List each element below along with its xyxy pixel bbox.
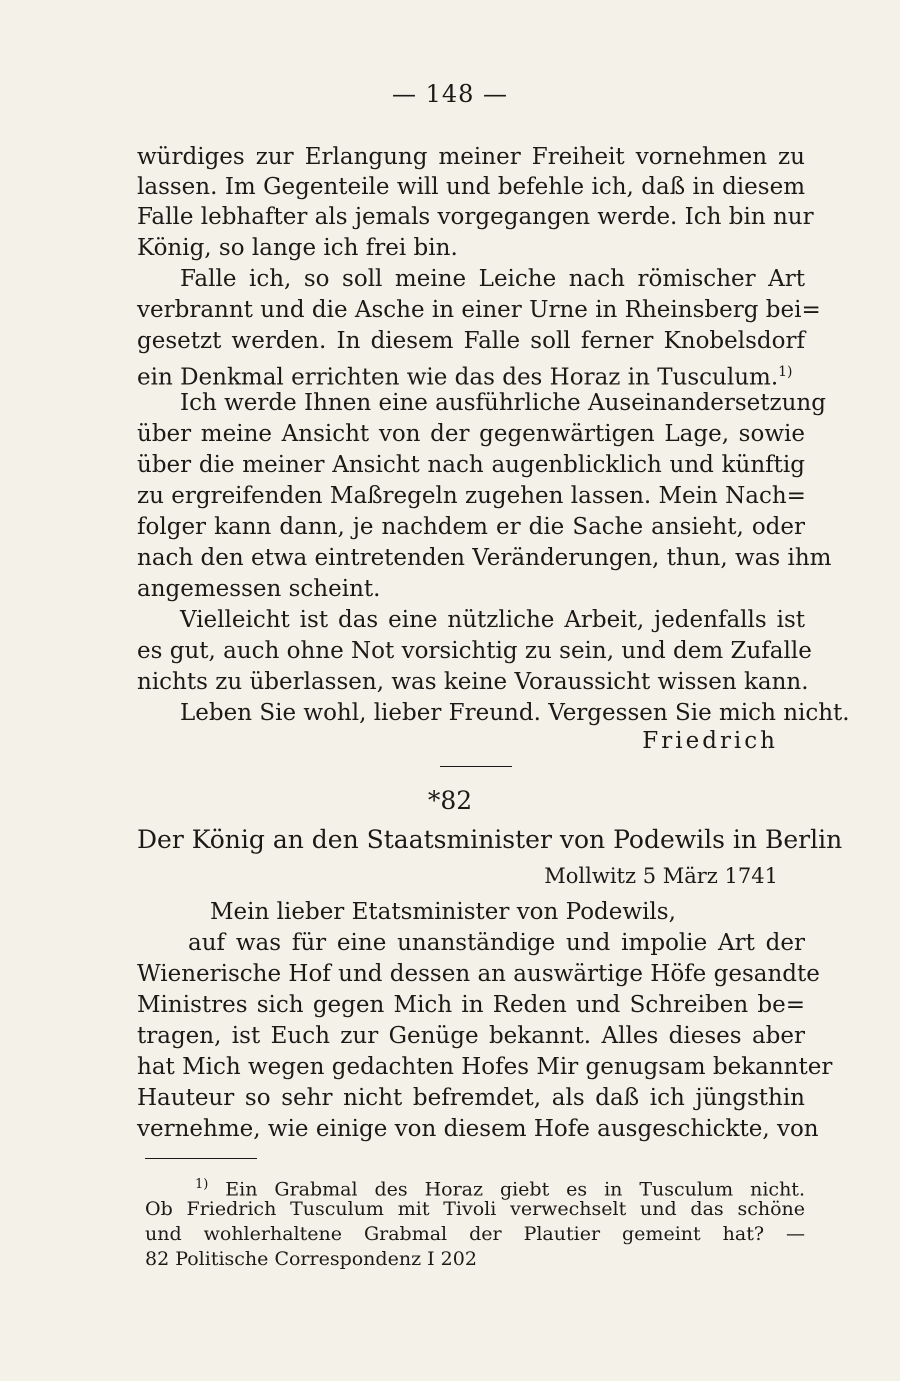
text-line: Ich werde Ihnen eine ausführliche Auseinandersetzung [180, 390, 826, 416]
text-line: auf was für eine unanständige und impolie Art der [188, 930, 805, 956]
text-line-content: ein Denkmal errichten wie das des Horaz in Tusculum. [137, 364, 779, 391]
text-line: zu ergreifenden Maßregeln zugehen lassen. Mein Nach= [137, 483, 806, 509]
signature: Friedrich [642, 728, 778, 754]
text-line: nach den etwa eintretenden Veränderungen, thun, was ihm [137, 545, 832, 571]
letter-heading: Der König an den Staatsminister von Podewils in Berlin [137, 825, 843, 854]
letter-number: *82 [427, 786, 473, 815]
text-line: würdiges zur Erlangung meiner Freiheit vornehmen zu [137, 144, 805, 170]
text-line: folger kann dann, je nachdem er die Sache ansieht, oder [137, 514, 805, 540]
text-line: vernehme, wie einige von diesem Hofe ausgeschickte, von [137, 1116, 819, 1142]
text-line: es gut, auch ohne Not vorsichtig zu sein, und dem Zufalle [137, 638, 812, 664]
section-divider [440, 766, 512, 767]
text-line: nichts zu überlassen, was keine Voraussicht wissen kann. [137, 669, 809, 695]
text-line: Wienerische Hof und dessen an auswärtige Höfe gesandte [137, 961, 820, 987]
footnote-text: Ein Grabmal des Horaz giebt es in Tusculum nicht. [225, 1178, 805, 1201]
text-line: gesetzt werden. In diesem Falle soll ferner Knobelsdorf [137, 328, 805, 354]
text-line: Hauteur so sehr nicht befremdet, als daß ich jüngsthin [137, 1085, 805, 1111]
text-line: verbrannt und die Asche in einer Urne in Rheinsberg bei= [137, 297, 821, 323]
text-line: Ministres sich gegen Mich in Reden und Schreiben be= [137, 992, 805, 1018]
letter-dateline: Mollwitz 5 März 1741 [544, 864, 778, 888]
text-line: Falle ich, so soll meine Leiche nach römischer Art [180, 266, 805, 292]
text-line: angemessen scheint. [137, 576, 381, 602]
footnote-line: und wohlerhaltene Grabmal der Plautier gemeint hat? — [145, 1223, 805, 1245]
footnote-line: 82 Politische Correspondenz I 202 [145, 1248, 477, 1270]
footnote-marker: 1) [778, 364, 793, 380]
footnote-marker: 1) [195, 1177, 209, 1192]
footnote-line: Ob Friedrich Tusculum mit Tivoli verwechselt und das schöne [145, 1198, 805, 1220]
text-line: hat Mich wegen gedachten Hofes Mir genugsam bekannter [137, 1054, 833, 1080]
letter-salutation: Mein lieber Etatsminister von Podewils, [210, 899, 676, 925]
footnote-rule [145, 1158, 257, 1159]
text-line: Vielleicht ist das eine nützliche Arbeit, jedenfalls ist [180, 607, 805, 633]
text-line: über meine Ansicht von der gegenwärtigen Lage, sowie [137, 421, 805, 447]
page-number: — 148 — [391, 80, 509, 108]
text-line: Leben Sie wohl, lieber Freund. Vergessen Sie mich nicht. [180, 700, 850, 726]
text-line: über die meiner Ansicht nach augenblicklich und künftig [137, 452, 805, 478]
text-line: lassen. Im Gegenteile will und befehle ich, daß in diesem [137, 174, 805, 200]
text-line: König, so lange ich frei bin. [137, 235, 458, 261]
text-line: Falle lebhafter als jemals vorgegangen werde. Ich bin nur [137, 204, 814, 230]
text-line: tragen, ist Euch zur Genüge bekannt. Alles dieses aber [137, 1023, 805, 1049]
